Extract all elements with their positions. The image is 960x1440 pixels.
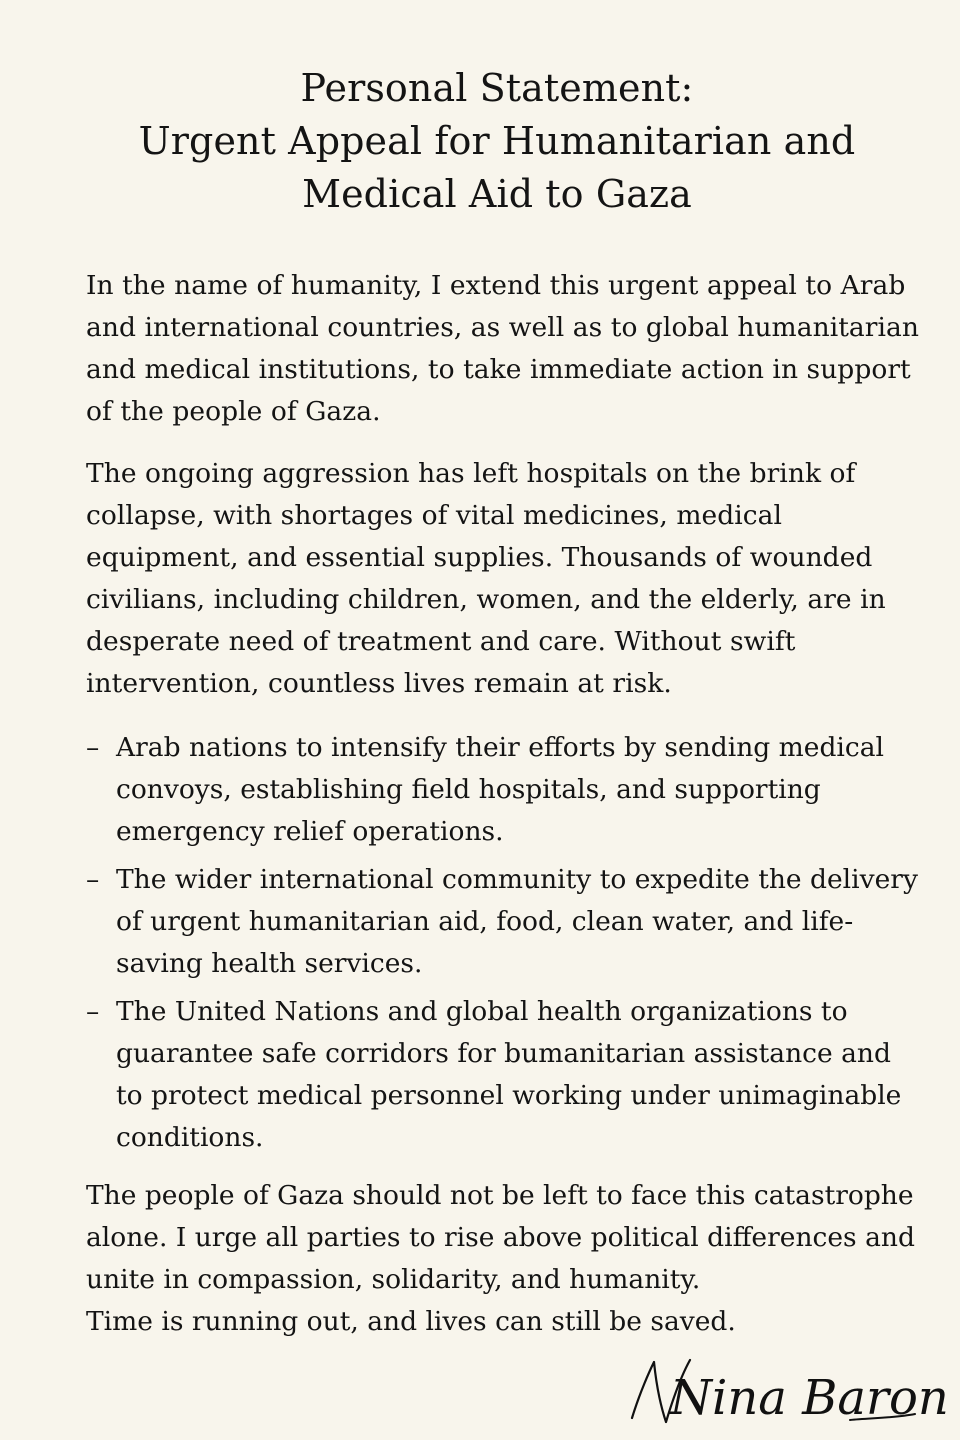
appeal-list [86,727,920,1159]
situation-paragraph: The ongoing aggression has left hospitals on the brink of collapse, with shortages of vital medicines, medical equipment, and essential supplies. Thousands of wounded civilians, including children, women, and the elderly, are in desperate need of treatment and care. Without swift intervention, countless lives remain at risk. [86,458,886,699]
bullet-dash: – [86,732,100,763]
document-title [80,62,914,221]
closing-line: Time is running out, and lives can still be saved. [86,1306,736,1337]
list-item-text: The United Nations and global health organizations to guarantee safe corridors for bumanitarian assistance and to protect medical personnel working under unimaginable conditions. [116,996,902,1153]
bullet-dash: – [86,996,100,1027]
intro-paragraph: In the name of humanity, I extend this urgent appeal to Arab and international countries, as well as to global humanitarian and medical institutions, to take immediate action in support of the people of Gaza. [86,270,919,427]
list-item [86,991,920,1159]
title-line: Medical Aid to Gaza [302,172,692,216]
list-item [86,727,920,853]
signature-graphic [610,1352,949,1432]
signature-text: Nina Baron [670,1370,949,1426]
title-line: Personal Statement: [300,66,694,110]
bullet-dash: – [86,864,100,895]
signature [610,1352,949,1432]
title-line: Urgent Appeal for Humanitarian and [138,119,856,163]
list-item [86,859,920,985]
list-item-text: The wider international community to expedite the delivery of urgent humanitarian aid, food, clean water, and life-saving health services. [116,864,918,979]
list-item-text: Arab nations to intensify their efforts by sending medical convoys, establishing field hospitals, and supporting emergency relief operations. [116,732,885,847]
closing-line: The people of Gaza should not be left to face this catastrophe alone. I urge all parties to rise above political differences and unite in compassion, solidarity, and humanity. [86,1180,915,1295]
closing-paragraph [86,1175,920,1343]
